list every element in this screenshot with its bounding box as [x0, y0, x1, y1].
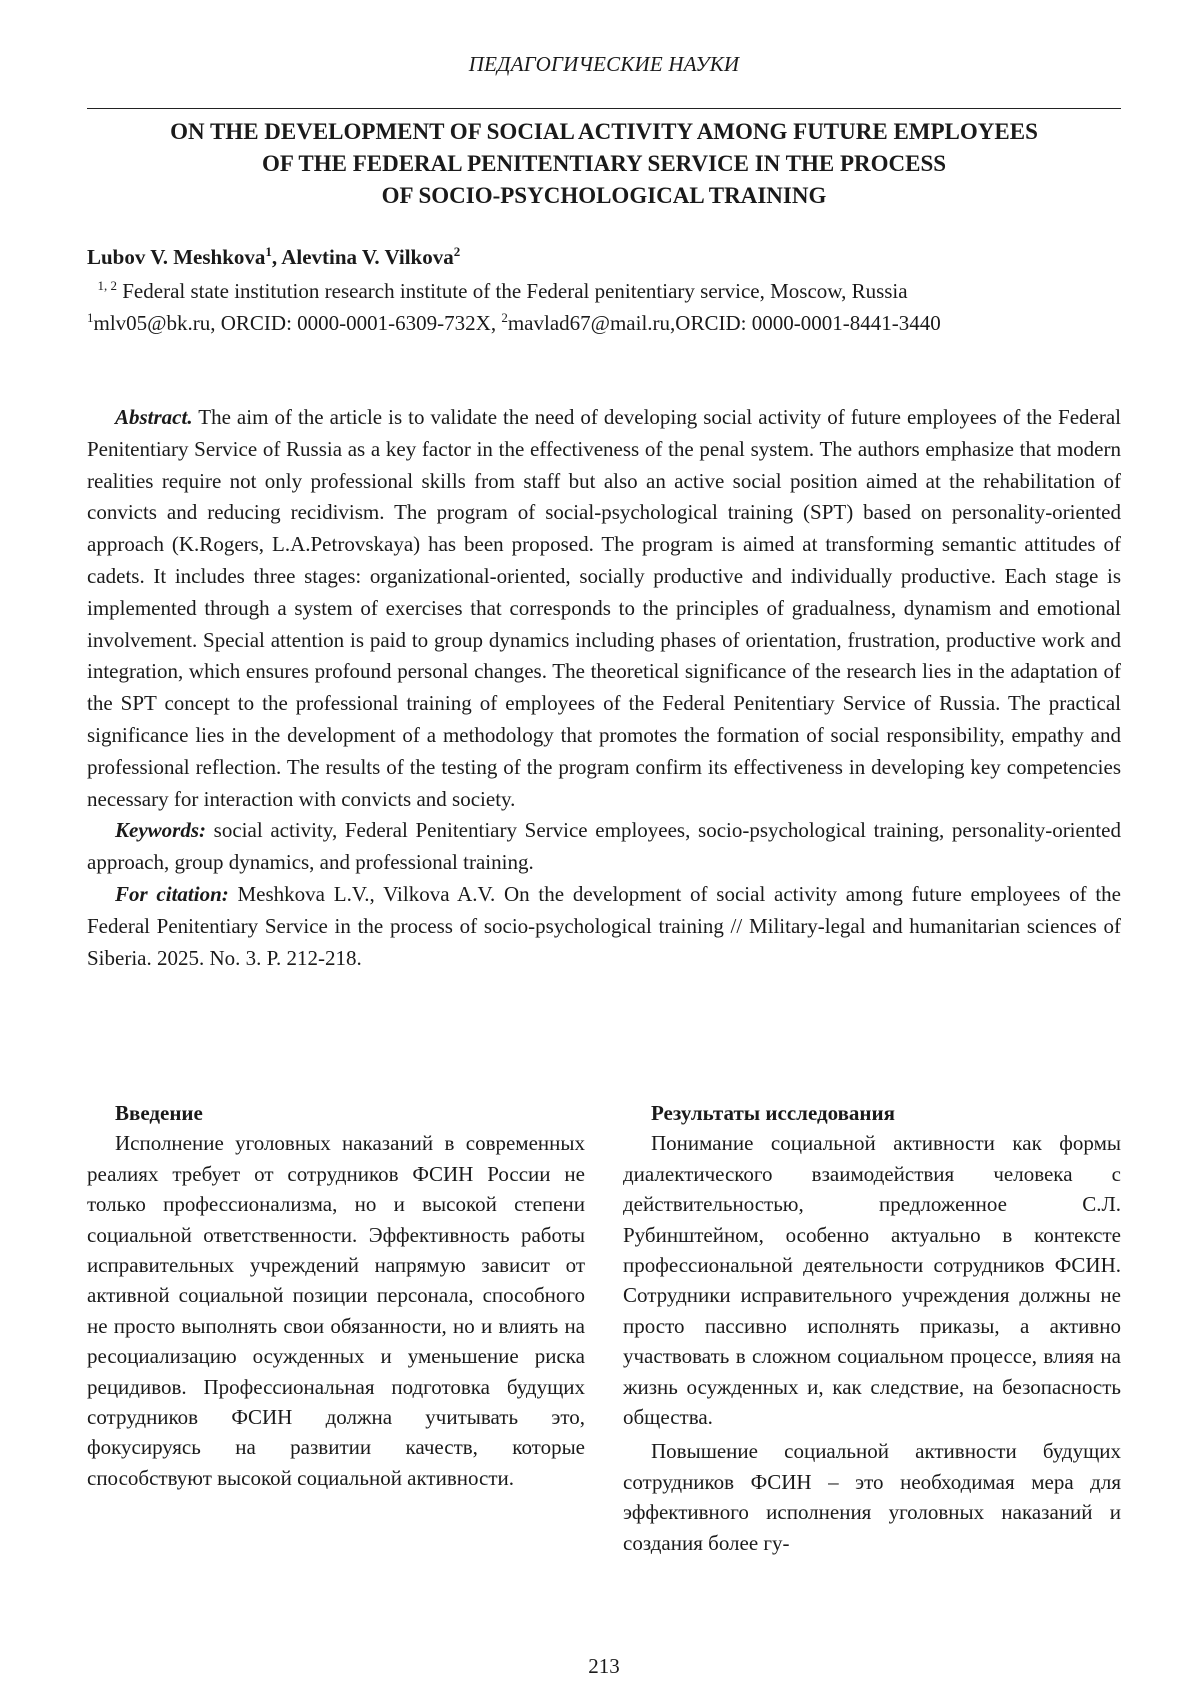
journal-page [87, 0, 1121, 1697]
abstract-paragraph [87, 402, 1121, 815]
body-paragraph: Повышение социальной активности будущих сотрудников ФСИН – это необходимая мера для эффективного исполнения уголовных наказаний и создания более гу- [623, 1439, 1121, 1555]
title-line-2: OF THE FEDERAL PENITENTIARY SERVICE IN THE PROCESS [261, 151, 947, 176]
body-paragraph: Понимание социальной активности как формы диалектического взаимодействия человека с действительностью, предложенное С.Л. Рубинштейном, особенно актуально в контексте профессиональной деятельности сотрудников ФСИН. Сотрудники исправительного учреждения должны не просто пассивно исполнять приказы, а активно участвовать в сложном социальном процессе, влияя на жизнь осужденных и, как следствие, на безопасность общества. [623, 1131, 1121, 1430]
abstract-block [87, 402, 1121, 974]
keywords-paragraph [87, 815, 1121, 879]
section-heading-results: Результаты исследования [651, 1101, 895, 1125]
section-heading-introduction: Введение [115, 1101, 203, 1125]
author-name: Alevtina V. Vilkova [281, 245, 454, 269]
left-column [87, 1098, 585, 1493]
contact-mark: 2 [501, 310, 508, 325]
author-affiliation-mark: 2 [453, 244, 461, 259]
article-title [87, 116, 1121, 212]
affiliation-text: Federal state institution research institute of the Federal penitentiary service, Moscow, Russia [117, 279, 908, 303]
author-name: Lubov V. Meshkova [87, 245, 266, 269]
keywords-text: social activity, Federal Penitentiary Service employees, socio-psychological training, personality-oriented approach, group dynamics, and professional training. [87, 818, 1121, 875]
contact-email: mlv05@bk.ru, ORCID: 0000-0001-6309-732X, [93, 311, 502, 335]
citation-paragraph [87, 879, 1121, 974]
author-affiliation-mark: 1 [265, 244, 272, 259]
citation-text: Meshkova L.V., Vilkova A.V. On the development of social activity among future employees of the Federal Penitentiary Service in the process of socio-psychological training // Military-legal and humanitarian sciences of Siberia. 2025. No. 3. P. 212-218. [87, 881, 1121, 970]
contact-mark: 1 [87, 310, 94, 325]
title-line-1: ON THE DEVELOPMENT OF SOCIAL ACTIVITY AMONG FUTURE EMPLOYEES [170, 119, 1038, 144]
contact-email: mavlad67@mail.ru,ORCID: 0000-0001-8441-3440 [507, 311, 941, 335]
affiliation-mark: 1, 2 [97, 278, 117, 293]
author-separator: , [271, 245, 282, 269]
abstract-label: Abstract. [115, 405, 193, 429]
header-rule [87, 108, 1121, 109]
body-paragraph: Исполнение уголовных наказаний в современных реалиях требует от сотрудников ФСИН России не только профессионализма, но и высокой степени социальной ответственности. Эффективность работы исправительных учреждений напрямую зависит от активной социальной позиции персонала, способного не просто выполнять свои обязанности, но и влиять на ресоциализацию осужденных и уменьшение риска рецидивов. Профессиональная подготовка будущих сотрудников ФСИН должна учитывать это, фокусируясь на развитии качеств, которые способствуют высокой социальной активности. [87, 1131, 585, 1490]
authors-line [87, 243, 1121, 271]
author-contacts [87, 307, 1121, 339]
abstract-text: The aim of the article is to validate the need of developing social activity of future employees of the Federal Penitentiary Service of Russia as a key factor in the effectiveness of the penal system. The authors emphasize that modern realities require not only professional skills from staff but also an active social position aimed at the rehabilitation of convicts and reducing recidivism. The program of social-psychological training (SPT) based on personality-oriented approach (K.Rogers, L.A.Petrovskaya) has been proposed. The program is aimed at transforming semantic attitudes of cadets. It includes three stages: organizational-oriented, socially productive and individually productive. Each stage is implemented through a system of exercises that corresponds to the principles of gradualness, dynamism and emotional involvement. Special attention is paid to group dynamics including phases of orientation, frustration, productive work and integration, which ensures profound personal changes. The theoretical significance of the research lies in the adaptation of the SPT concept to the professional training of employees of the Federal Penitentiary Service of Russia. The practical significance lies in the development of a methodology that promotes the formation of social responsibility, empathy and professional reflection. The results of the testing of the program confirm its effectiveness in developing key competencies necessary for interaction with convicts and society. [87, 405, 1121, 811]
title-line-3: OF SOCIO-PSYCHOLOGICAL TRAINING [381, 183, 827, 208]
right-column [623, 1098, 1121, 1558]
affiliation [87, 275, 1121, 307]
keywords-label: Keywords: [115, 818, 206, 843]
page-number: 213 [588, 1654, 620, 1678]
running-head: ПЕДАГОГИЧЕСКИЕ НАУКИ [468, 52, 740, 76]
citation-label: For citation: [115, 881, 229, 906]
